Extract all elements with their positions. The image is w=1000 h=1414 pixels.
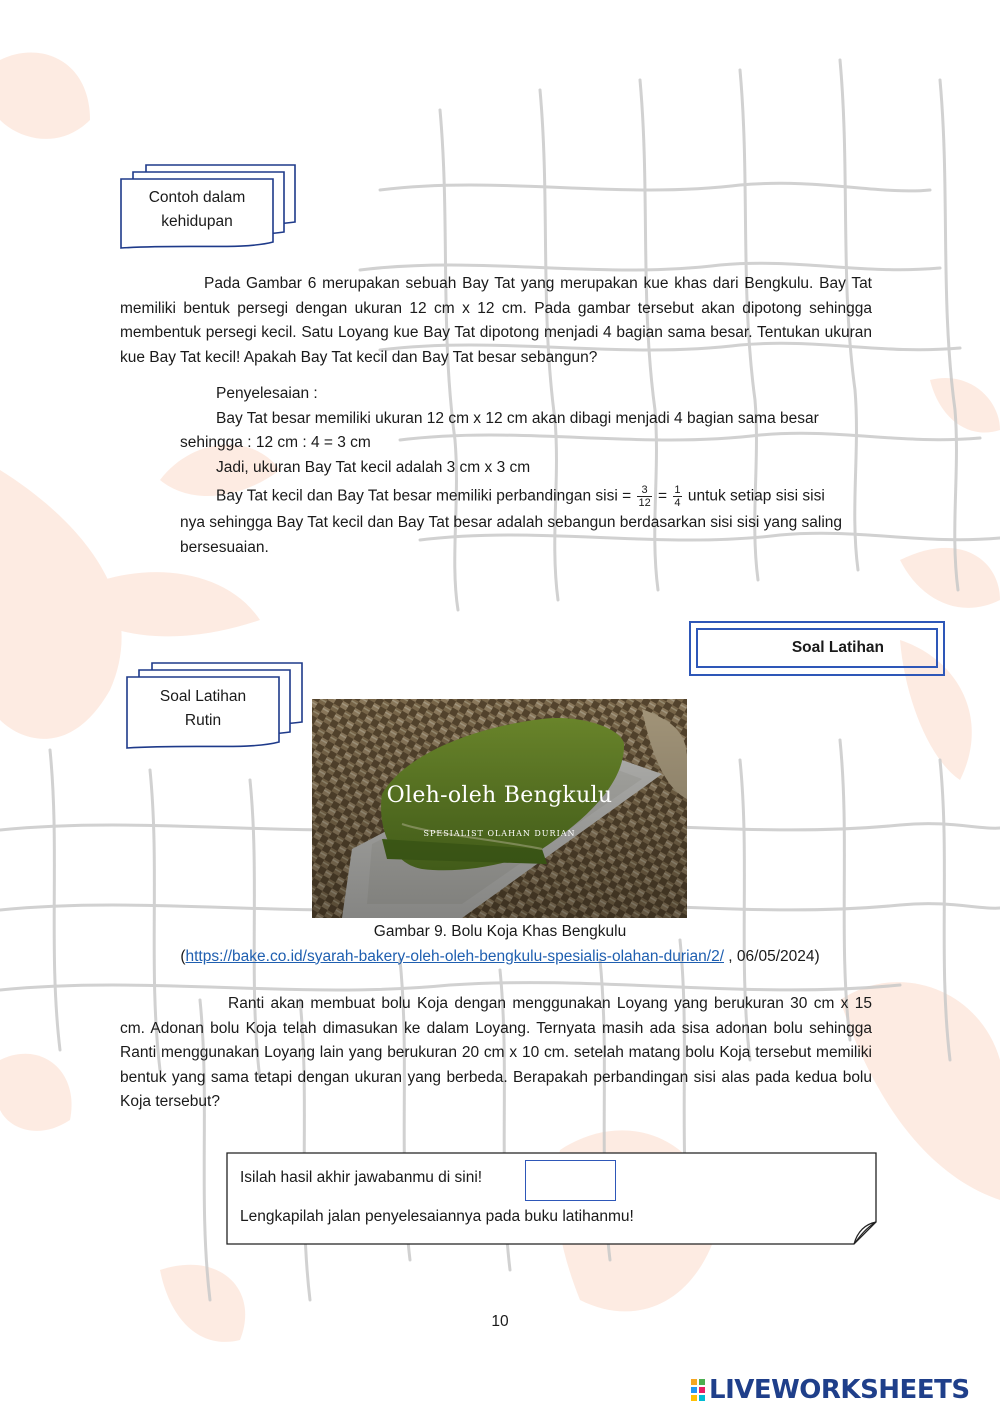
photo-subtitle-text: SPESIALIST OLAHAN DURIAN	[423, 829, 576, 838]
caption-date: , 06/05/2024)	[724, 947, 820, 965]
equals-sign: =	[658, 487, 668, 505]
solution-line5: bersesuaian.	[180, 538, 269, 556]
solution-line2: Jadi, ukuran Bay Tat kecil adalah 3 cm x 3 cm	[216, 458, 531, 476]
intro-text: Pada Gambar 6 merupakan sebuah Bay Tat yang merupakan kue khas dari Bengkulu. Bay Tat memiliki bentuk persegi dengan ukuran 12 cm x 12 cm. Pada gambar tersebut akan dipotong sehingga membentuk persegi kecil. Satu Loyang kue Bay Tat dipotong menjadi 4 bagian sama besar. Tentukan ukuran kue Bay Tat kecil! Apakah Bay Tat kecil dan Bay Tat besar sebangun?	[120, 275, 872, 366]
question-text: Ranti akan membuat bolu Koja dengan menggunakan Loyang yang berukuran 30 cm x 15 cm. Adonan bolu Koja telah dimasukan ke dalam Loyang. Ternyata masih ada sisa adonan bolu sehingga Ranti menggunakan Loyang lain yang berukuran 20 cm x 10 cm. setelah matang bolu Koja tersebut memiliki bentuk yang sama tetapi dengan ukuran yang berbeda. Berapakah perbandingan sisi alas pada kedua bolu Koja tersebut?	[120, 995, 872, 1110]
intro-paragraph	[120, 272, 872, 370]
contoh-label-card	[118, 162, 298, 252]
caption-open-paren: (	[180, 947, 186, 965]
solution-line3	[180, 484, 880, 509]
answer-input[interactable]	[525, 1160, 616, 1201]
figure-caption	[100, 920, 900, 969]
solution-line1b: sehingga : 12 cm : 4 = 3 cm	[180, 434, 371, 451]
question-paragraph	[120, 992, 872, 1115]
solution-line3-post: untuk setiap sisi sisi	[687, 487, 825, 505]
logo-text: LIVEWORKSHEETS	[709, 1375, 970, 1405]
fraction-3-12-denominator: 12	[638, 497, 651, 509]
answer-prompt: Isilah hasil akhir jawabanmu di sini!	[240, 1169, 483, 1186]
solution-heading: Penyelesaian :	[216, 385, 318, 402]
photo-title-text: Oleh-oleh Bengkulu	[386, 783, 613, 808]
logo-grid-icon	[690, 1378, 706, 1402]
source-link[interactable]: https://bake.co.id/syarah-bakery-oleh-oleh-bengkulu-spesialis-olahan-durian/2/	[185, 947, 724, 965]
rutin-label-line1: Soal Latihan	[159, 688, 247, 705]
contoh-label-line1: Contoh dalam	[148, 189, 246, 206]
solution-line1a: Bay Tat besar memiliki ukuran 12 cm x 12 cm akan dibagi menjadi 4 bagian sama besar	[216, 409, 819, 427]
rutin-label-card	[124, 660, 304, 752]
answer-note: Lengkapilah jalan penyelesaiannya pada buku latihanmu!	[240, 1208, 634, 1225]
fraction-3-12-numerator: 3	[637, 484, 651, 497]
solution-section	[180, 382, 880, 560]
solution-line3-pre: Bay Tat kecil dan Bay Tat besar memiliki perbandingan sisi =	[216, 487, 632, 505]
fraction-1-4-numerator: 1	[674, 484, 681, 496]
page-number: 10	[491, 1313, 509, 1330]
rutin-label-line2: Rutin	[184, 712, 222, 729]
liveworksheets-logo	[690, 1375, 970, 1405]
bolu-koja-photo	[312, 699, 687, 918]
fraction-3-12	[637, 484, 651, 509]
soal-latihan-heading: Soal Latihan	[696, 628, 938, 668]
caption-source	[100, 945, 900, 970]
solution-line4: nya sehingga Bay Tat kecil dan Bay Tat besar adalah sebangun berdasarkan sisi sisi yang saling	[180, 514, 843, 532]
fraction-1-4-denominator: 4	[674, 497, 681, 509]
contoh-label-line2: kehidupan	[161, 213, 233, 230]
fraction-1-4	[673, 484, 681, 509]
caption-title: Gambar 9. Bolu Koja Khas Bengkulu	[373, 923, 627, 940]
